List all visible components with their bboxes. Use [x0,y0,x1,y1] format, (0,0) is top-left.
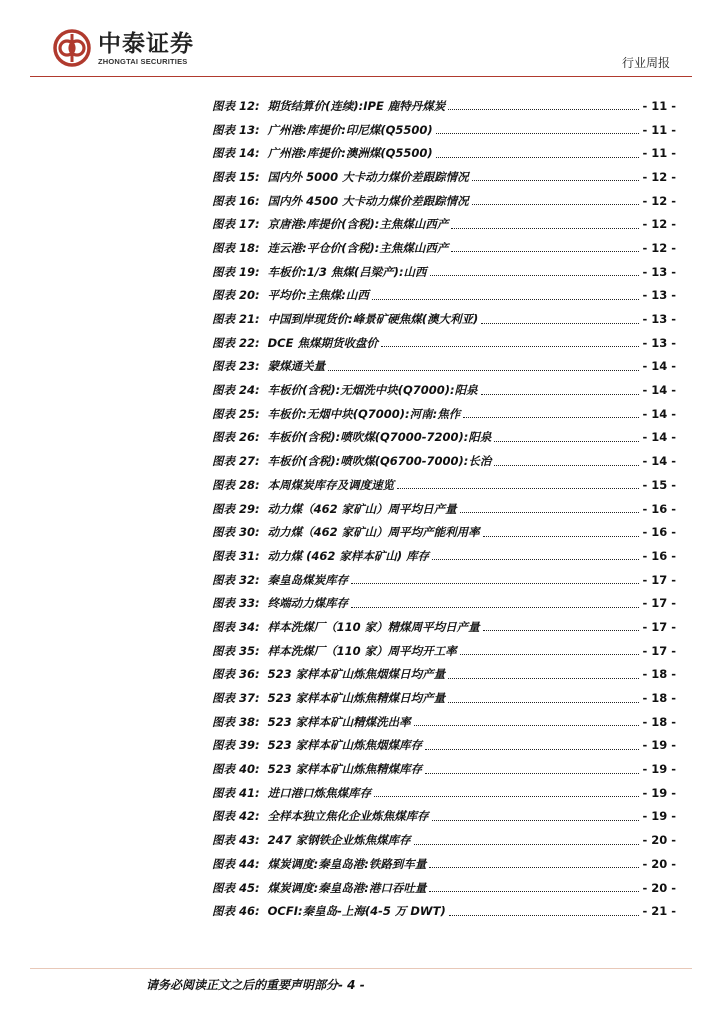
toc-entry-label: 图表 36: [212,667,260,682]
toc-entry-gap [260,738,268,752]
toc-entry-label: 图表 25: [212,406,260,421]
toc-entry-title: 蒙煤通关量 [267,359,326,374]
toc-entry-page: - 19 - [642,738,676,753]
toc-entry[interactable] [212,828,676,852]
toc-entry[interactable] [212,307,676,331]
toc-dot-leader [448,678,639,679]
toc-entry-title: 广州港:库提价:澳洲煤(Q5500) [267,146,433,161]
toc-entry[interactable] [212,899,676,923]
toc-entry-page: - 16 - [642,548,676,563]
toc-entry[interactable] [212,568,676,592]
toc-entry-gap [260,146,268,160]
toc-entry-page: - 14 - [642,406,676,421]
toc-entry-title: 终端动力煤库存 [267,596,349,611]
toc-entry-gap [260,312,268,326]
toc-entry-gap [260,809,268,823]
logo-wordmark [98,31,194,66]
toc-entry-page: - 11 - [642,98,676,113]
toc-dot-leader [451,251,639,252]
toc-entry-page: - 19 - [642,809,676,824]
toc-entry-gap [260,265,268,279]
toc-entry-title: 动力煤（462 家矿山）周平均产能利用率 [267,525,480,540]
toc-dot-leader [397,488,639,489]
toc-dot-leader [372,299,640,300]
toc-entry[interactable] [212,544,676,568]
header-divider [30,76,692,77]
toc-entry-title: 进口港口炼焦煤库存 [267,785,372,800]
toc-dot-leader [448,702,639,703]
toc-entry[interactable] [212,615,676,639]
toc-entry[interactable] [212,449,676,473]
toc-entry-page: - 19 - [642,762,676,777]
toc-entry-title: 平均价:主焦煤:山西 [267,288,369,303]
toc-entry-page: - 15 - [642,477,676,492]
toc-entry-gap [260,857,268,871]
toc-entry-page: - 17 - [642,643,676,658]
toc-entry[interactable] [212,852,676,876]
toc-entry[interactable] [212,94,676,118]
toc-entry-page: - 11 - [642,122,676,137]
footer-disclaimer: 请务必阅读正文之后的重要声明部分 [146,978,339,992]
toc-entry[interactable] [212,260,676,284]
toc-dot-leader [451,228,639,229]
toc-dot-leader [432,559,639,560]
toc-entry-title: 样本洗煤厂（110 家）周平均开工率 [267,643,457,658]
toc-entry[interactable] [212,591,676,615]
toc-entry[interactable] [212,805,676,829]
toc-entry-page: - 20 - [642,880,676,895]
toc-entry-gap [260,881,268,895]
toc-entry-gap [260,359,268,373]
toc-entry-gap [260,454,268,468]
toc-entry-title: 本周煤炭库存及调度速览 [267,477,395,492]
toc-entry-label: 图表 15: [212,169,260,184]
toc-dot-leader [483,630,640,631]
toc-entry-label: 图表 14: [212,146,260,161]
toc-entry[interactable] [212,876,676,900]
toc-dot-leader [328,370,639,371]
toc-entry[interactable] [212,378,676,402]
toc-entry-gap [260,525,268,539]
toc-entry-page: - 12 - [642,193,676,208]
toc-dot-leader [494,441,639,442]
logo-english-name: ZHONGTAI SECURITIES [98,56,188,66]
toc-dot-leader [448,109,639,110]
toc-dot-leader [463,417,639,418]
toc-dot-leader [481,394,640,395]
toc-dot-leader [472,204,640,205]
toc-entry-page: - 18 - [642,691,676,706]
toc-entry-gap [260,596,268,610]
toc-entry-label: 图表 30: [212,525,260,540]
toc-entry-label: 图表 27: [212,454,260,469]
toc-entry-title: 广州港:库提价:印尼煤(Q5500) [267,122,433,137]
toc-entry-page: - 20 - [642,856,676,871]
toc-dot-leader [351,583,639,584]
toc-entry-gap [260,407,268,421]
toc-entry-title: DCE 焦煤期货收盘价 [267,335,378,350]
toc-dot-leader [481,323,639,324]
toc-entry-gap [260,288,268,302]
toc-entry[interactable] [212,781,676,805]
toc-entry-label: 图表 42: [212,809,260,824]
toc-entry-title: 京唐港:库提价(含税):主焦煤山西产 [267,217,449,232]
table-of-figures [212,94,676,923]
page-header [0,0,724,80]
toc-entry-title: 煤炭调度:秦皇岛港:铁路到车量 [267,856,427,871]
toc-entry-title: 中国到岸现货价:峰景矿硬焦煤(澳大利亚) [267,312,479,327]
toc-entry-title: 车板价:无烟中块(Q7000):河南:焦作 [267,406,461,421]
toc-entry-title: 523 家样本矿山炼焦精煤库存 [267,762,423,777]
toc-entry[interactable] [212,734,676,758]
toc-entry-label: 图表 37: [212,691,260,706]
toc-entry-title: 国内外 5000 大卡动力煤价差跟踪情况 [267,169,469,184]
toc-entry-gap [260,502,268,516]
toc-entry-page: - 12 - [642,169,676,184]
toc-entry-title: 车板价(含税):喷吹煤(Q7000-7200):阳泉 [267,430,492,445]
toc-entry-title: 样本洗煤厂（110 家）精煤周平均日产量 [267,619,480,634]
toc-entry-label: 图表 18: [212,240,260,255]
toc-dot-leader [436,133,640,134]
footer-page-number: - 4 - [338,978,365,992]
toc-entry-page: - 14 - [642,430,676,445]
toc-dot-leader [414,725,640,726]
toc-entry-page: - 12 - [642,217,676,232]
toc-dot-leader [432,820,640,821]
toc-entry-title: 动力煤 (462 家样本矿山) 库存 [267,548,430,563]
toc-dot-leader [449,915,640,916]
toc-entry-title: 523 家样本矿山炼焦精煤日均产量 [267,691,446,706]
toc-entry-gap [260,620,268,634]
toc-entry[interactable] [212,639,676,663]
toc-entry-label: 图表 32: [212,572,260,587]
toc-entry-title: 国内外 4500 大卡动力煤价差跟踪情况 [267,193,469,208]
toc-entry-page: - 20 - [642,833,676,848]
toc-entry-title: 车板价(含税):喷吹煤(Q6700-7000):长治 [267,454,492,469]
toc-entry[interactable] [212,355,676,379]
toc-entry-label: 图表 20: [212,288,260,303]
toc-entry-gap [260,904,268,918]
toc-entry[interactable] [212,165,676,189]
toc-entry-page: - 18 - [642,714,676,729]
toc-entry[interactable] [212,520,676,544]
toc-entry[interactable] [212,141,676,165]
toc-entry-title: 动力煤（462 家矿山）周平均日产量 [267,501,457,516]
toc-entry-title: 523 家样本矿山炼焦烟煤日均产量 [267,667,446,682]
toc-entry-label: 图表 31: [212,548,260,563]
toc-dot-leader [460,654,640,655]
toc-entry-label: 图表 35: [212,643,260,658]
toc-entry-title: 连云港:平仓价(含税):主焦煤山西产 [267,240,449,255]
toc-entry-label: 图表 41: [212,785,260,800]
toc-entry-page: - 21 - [642,904,676,919]
toc-entry-title: 523 家样本矿山精煤洗出率 [267,714,411,729]
toc-entry-page: - 17 - [642,619,676,634]
toc-entry-title: 523 家样本矿山炼焦烟煤库存 [267,738,423,753]
toc-entry-label: 图表 40: [212,762,260,777]
toc-entry-title: 煤炭调度:秦皇岛港:港口吞吐量 [267,880,427,895]
toc-entry-label: 图表 39: [212,738,260,753]
toc-entry[interactable] [212,331,676,355]
toc-entry-gap [260,99,268,113]
toc-entry-page: - 13 - [642,312,676,327]
toc-entry-label: 图表 23: [212,359,260,374]
toc-entry-page: - 11 - [642,146,676,161]
toc-entry[interactable] [212,118,676,142]
toc-entry-label: 图表 44: [212,856,260,871]
toc-entry-label: 图表 26: [212,430,260,445]
toc-entry[interactable] [212,189,676,213]
toc-entry-page: - 14 - [642,359,676,374]
toc-entry[interactable] [212,402,676,426]
toc-entry-gap [260,430,268,444]
toc-entry-title: 秦皇岛煤炭库存 [267,572,349,587]
toc-entry-page: - 14 - [642,383,676,398]
toc-entry-gap [260,383,268,397]
toc-dot-leader [351,607,639,608]
toc-dot-leader [483,536,640,537]
toc-entry-label: 图表 43: [212,833,260,848]
toc-dot-leader [472,180,640,181]
toc-entry[interactable] [212,212,676,236]
toc-dot-leader [436,157,640,158]
toc-entry-label: 图表 33: [212,596,260,611]
toc-entry-label: 图表 12: [212,98,260,113]
toc-entry-label: 图表 13: [212,122,260,137]
toc-entry-title: 车板价(含税):无烟洗中块(Q7000):阳泉 [267,383,478,398]
toc-entry-label: 图表 19: [212,264,260,279]
toc-entry-label: 图表 16: [212,193,260,208]
toc-entry-gap [260,762,268,776]
toc-entry-gap [260,336,268,350]
company-logo [52,26,222,70]
toc-entry-label: 图表 28: [212,477,260,492]
toc-entry-title: 期货结算价(连续):IPE 鹿特丹煤炭 [267,98,446,113]
toc-entry-page: - 16 - [642,501,676,516]
footer-divider [30,968,692,969]
toc-entry[interactable] [212,426,676,450]
toc-dot-leader [494,465,639,466]
toc-dot-leader [425,749,639,750]
toc-dot-leader [414,844,640,845]
toc-entry-gap [260,170,268,184]
toc-entry-label: 图表 21: [212,312,260,327]
toc-entry-page: - 12 - [642,240,676,255]
toc-entry-gap [260,194,268,208]
toc-dot-leader [429,867,639,868]
toc-entry[interactable] [212,757,676,781]
zhongtai-logo-icon [52,28,92,68]
toc-entry-page: - 13 - [642,335,676,350]
toc-dot-leader [425,773,639,774]
toc-entry-page: - 18 - [642,667,676,682]
toc-entry-gap [260,123,268,137]
toc-entry[interactable] [212,686,676,710]
toc-entry-gap [260,786,268,800]
toc-entry-gap [260,644,268,658]
toc-entry-page: - 14 - [642,454,676,469]
toc-entry-gap [260,573,268,587]
toc-entry-gap [260,691,268,705]
toc-entry-page: - 13 - [642,288,676,303]
toc-entry-label: 图表 24: [212,383,260,398]
toc-entry-label: 图表 38: [212,714,260,729]
toc-entry[interactable] [212,663,676,687]
toc-entry-title: OCFI:秦皇岛-上海(4-5 万 DWT) [267,904,446,919]
toc-entry-gap [260,833,268,847]
toc-dot-leader [374,796,639,797]
toc-entry-gap [260,667,268,681]
toc-entry[interactable] [212,473,676,497]
logo-chinese-name: 中泰证券 [98,30,194,57]
toc-entry-page: - 17 - [642,572,676,587]
toc-entry-page: - 13 - [642,264,676,279]
toc-entry-page: - 17 - [642,596,676,611]
toc-entry-title: 车板价:1/3 焦煤(吕梁产):山西 [267,264,427,279]
toc-entry-label: 图表 17: [212,217,260,232]
toc-dot-leader [381,346,639,347]
toc-entry-gap [260,478,268,492]
toc-entry-label: 图表 46: [212,904,260,919]
toc-entry-label: 图表 34: [212,619,260,634]
toc-entry-gap [260,715,268,729]
footer [146,976,365,993]
toc-dot-leader [430,275,640,276]
toc-entry-gap [260,241,268,255]
toc-entry[interactable] [212,236,676,260]
toc-entry[interactable] [212,710,676,734]
toc-entry-page: - 19 - [642,785,676,800]
toc-entry-gap [260,549,268,563]
toc-entry-title: 247 家钢铁企业炼焦煤库存 [267,833,411,848]
toc-dot-leader [429,891,639,892]
toc-entry-label: 图表 22: [212,335,260,350]
toc-entry-gap [260,217,268,231]
toc-entry-label: 图表 45: [212,880,260,895]
toc-entry[interactable] [212,497,676,521]
toc-entry-page: - 16 - [642,525,676,540]
toc-dot-leader [460,512,640,513]
report-type: 行业周报 [621,56,670,70]
toc-entry[interactable] [212,284,676,308]
toc-entry-title: 全样本独立焦化企业炼焦煤库存 [267,809,429,824]
toc-entry-label: 图表 29: [212,501,260,516]
